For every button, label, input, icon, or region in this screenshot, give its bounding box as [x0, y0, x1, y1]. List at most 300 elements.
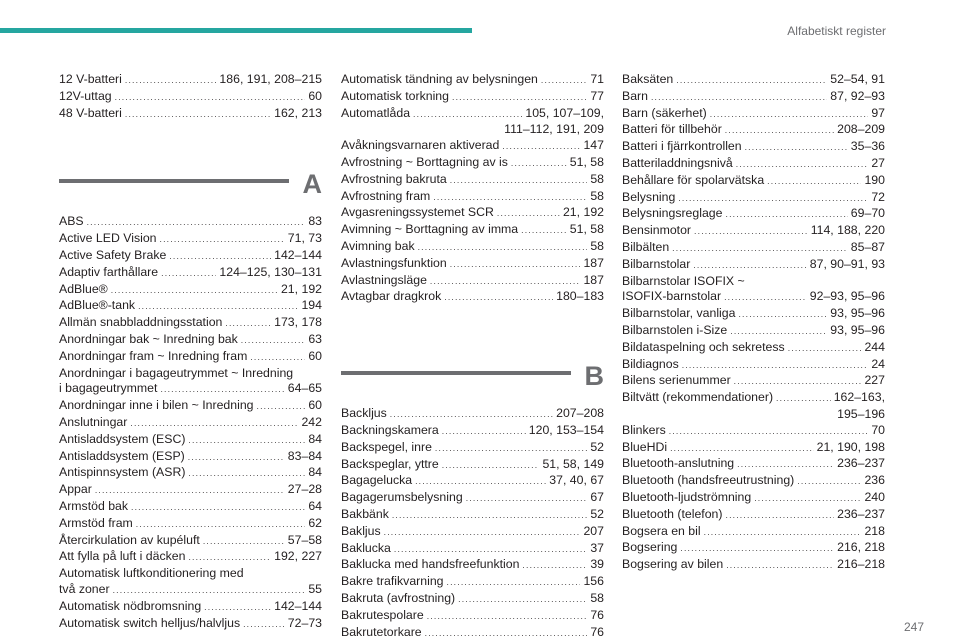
entry-label: Avåkningsvarnaren aktiverad — [341, 138, 500, 153]
entry-pages: 57–58 — [287, 532, 322, 547]
entry-pages: 236–237 — [837, 456, 885, 471]
dot-leader — [754, 490, 861, 507]
index-entry — [341, 72, 604, 89]
entry-label: Batteri för tillbehör — [622, 122, 722, 137]
dot-leader — [541, 72, 587, 89]
entry-label: Bogsering — [622, 540, 678, 555]
entry-pages: 120, 153–154 — [528, 422, 604, 437]
entry-pages: 58 — [590, 590, 604, 605]
index-entry — [622, 540, 885, 557]
index-entry — [341, 557, 604, 574]
entry-label: Baksäten — [622, 72, 674, 86]
entry-pages: 85–87 — [850, 239, 885, 254]
dot-leader — [433, 189, 587, 206]
entry-label: Bluetooth (handsfreeutrustning) — [622, 473, 795, 488]
entry-pages: 208–209 — [837, 122, 885, 137]
dot-leader — [704, 524, 862, 541]
dot-leader — [672, 240, 848, 257]
entry-label: Active Safety Brake — [59, 247, 167, 262]
entry-pages: 51, 58 — [569, 222, 604, 237]
entry-pages: 39 — [590, 557, 604, 572]
entry-label: Allmän snabbladdningsstation — [59, 315, 223, 330]
entry-pages: 114, 188, 220 — [810, 223, 885, 238]
entry-pages: 24 — [871, 356, 885, 371]
entry-pages: 93, 95–96 — [830, 322, 885, 337]
index-entry — [622, 156, 885, 173]
index-entry — [622, 72, 885, 89]
dot-leader — [776, 390, 831, 407]
entry-label: Anordningar bak ~ Inredning bak — [59, 331, 238, 346]
entry-pages: 76 — [590, 607, 604, 622]
dot-leader — [725, 122, 834, 139]
entries-b-continued — [622, 72, 885, 574]
entry-pages: 147 — [583, 138, 604, 153]
header-accent-bar — [0, 28, 472, 33]
index-entry — [622, 240, 885, 257]
entry-pages: 63 — [308, 331, 322, 346]
index-entry — [341, 155, 604, 172]
entry-pages: 162, 213 — [274, 105, 322, 120]
dot-leader — [413, 106, 522, 123]
entry-label: Bagagelucka — [341, 473, 413, 488]
index-entry — [622, 456, 885, 473]
dot-leader — [737, 456, 834, 473]
entry-pages: 64 — [308, 498, 322, 513]
index-entry-line: Bilbarnstolar ISOFIX ~ — [622, 273, 745, 288]
dot-leader — [392, 507, 587, 524]
entry-label: Armstöd bak — [59, 498, 129, 513]
entry-label: Bakrutespolare — [341, 607, 424, 622]
section-rule — [341, 371, 571, 375]
index-entry — [59, 106, 322, 123]
entry-pages: 240 — [864, 489, 885, 504]
entry-label: Barn (säkerhet) — [622, 105, 707, 120]
entry-label: Baklucka med handsfreefunktion — [341, 557, 520, 572]
index-entry — [59, 298, 322, 315]
entry-pages: 58 — [590, 238, 604, 253]
entry-label: Anslutningar — [59, 414, 128, 429]
index-entry — [59, 349, 322, 366]
page-number: 247 — [903, 620, 924, 634]
entries-a — [59, 214, 322, 632]
entry-label: Belysningsreglage — [622, 206, 723, 221]
index-entry — [341, 574, 604, 591]
dot-leader — [160, 381, 284, 398]
index-entry — [341, 138, 604, 155]
dot-leader — [394, 541, 587, 558]
index-entry — [59, 381, 322, 398]
dot-leader — [497, 205, 560, 222]
dot-leader — [670, 440, 814, 457]
entry-pages: 244 — [864, 339, 885, 354]
entry-label: Bilbarnstolar — [622, 256, 691, 271]
entry-label: Behållare för spolarvätska — [622, 172, 765, 187]
dot-leader — [458, 591, 587, 608]
index-entry — [59, 315, 322, 332]
section-letter: B — [584, 361, 604, 392]
entry-label: Avimning bak — [341, 238, 415, 253]
index-entry — [622, 223, 885, 240]
dot-leader — [384, 524, 581, 541]
index-entry — [59, 616, 322, 633]
entry-pages: 76 — [590, 624, 604, 639]
dot-leader — [511, 155, 567, 172]
entry-label: Bilens serienummer — [622, 373, 731, 388]
dot-leader — [203, 533, 285, 550]
entry-pages: 162–163, — [833, 390, 885, 405]
dot-leader — [444, 289, 553, 306]
index-entry — [59, 482, 322, 499]
entry-pages: 216, 218 — [837, 540, 885, 555]
index-entry — [622, 440, 885, 457]
index-entry — [622, 390, 885, 407]
dot-leader — [130, 415, 298, 432]
entry-pages: 216–218 — [837, 557, 885, 572]
dot-leader — [730, 323, 827, 340]
entry-label: i bagageutrymmet — [59, 381, 158, 396]
entry-label: AdBlue® — [59, 281, 108, 296]
dot-leader — [450, 172, 588, 189]
entry-pages: 97 — [871, 105, 885, 120]
index-entry — [622, 122, 885, 139]
index-entry — [341, 490, 604, 507]
dot-leader — [682, 357, 869, 374]
entry-pages: 69–70 — [850, 206, 885, 221]
entry-label: Bakljus — [341, 523, 381, 538]
dot-leader — [767, 173, 861, 190]
entry-label: Att fylla på luft i däcken — [59, 549, 186, 564]
entry-pages: 52–54, 91 — [830, 72, 885, 86]
entry-pages: 72–73 — [287, 615, 322, 630]
entry-label: 48 V-batteri — [59, 105, 122, 120]
entries-a-continued — [341, 72, 604, 306]
entries-b — [341, 406, 604, 640]
dot-leader — [250, 349, 305, 366]
entry-pages: 51, 58, 149 — [542, 456, 604, 471]
index-entry — [622, 190, 885, 207]
entry-pages: 60 — [308, 88, 322, 103]
index-entry — [59, 415, 322, 432]
entry-label: två zoner — [59, 581, 110, 596]
entry-label: AdBlue®-tank — [59, 298, 136, 313]
dot-leader — [745, 139, 848, 156]
entry-label: Återcirkulation av kupéluft — [59, 532, 200, 547]
entry-label: Backspegel, inre — [341, 439, 432, 454]
dot-leader — [425, 625, 588, 640]
index-entry — [341, 106, 604, 123]
entry-label: Bogsera en bil — [622, 523, 701, 538]
dot-leader — [680, 540, 834, 557]
entry-label: Avfrostning fram — [341, 188, 431, 203]
dot-leader — [113, 582, 306, 599]
index-entry — [622, 206, 885, 223]
entry-pages: 21, 192 — [562, 205, 604, 220]
entry-label: Bakrutetorkare — [341, 624, 422, 639]
index-entry — [341, 406, 604, 423]
entry-label: Automatisk switch helljus/halvljus — [59, 615, 241, 630]
entry-label: ISOFIX-barnstolar — [622, 289, 722, 304]
entry-pages: 60 — [308, 348, 322, 363]
index-entry — [59, 599, 322, 616]
index-entry — [341, 239, 604, 256]
entry-pages-continued: 111–112, 191, 209 — [504, 122, 604, 137]
entry-label: Bildataspelning och sekretess — [622, 339, 785, 354]
index-entry — [341, 591, 604, 608]
entry-label: Baklucka — [341, 540, 391, 555]
dot-leader — [442, 457, 540, 474]
index-entry — [622, 507, 885, 524]
entry-pages: 87, 90–91, 93 — [809, 256, 885, 271]
entry-pages-continued: 195–196 — [837, 406, 885, 421]
entry-label: Batteri i fjärrkontrollen — [622, 139, 742, 154]
entry-label: Bilbälten — [622, 239, 670, 254]
entry-label: Blinkers — [622, 422, 666, 437]
entry-label: 12V-uttag — [59, 88, 112, 103]
index-entry — [341, 423, 604, 440]
entry-pages: 187 — [583, 255, 604, 270]
index-entry — [341, 541, 604, 558]
index-entry — [622, 139, 885, 156]
dot-leader — [188, 549, 271, 566]
dot-leader — [450, 256, 581, 273]
index-entry — [341, 457, 604, 474]
entry-pages: 51, 58 — [569, 154, 604, 169]
entry-label: Bogsering av bilen — [622, 557, 724, 572]
entry-label: Avgasreningssystemet SCR — [341, 205, 494, 220]
entry-pages: 186, 191, 208–215 — [219, 72, 322, 86]
entry-label: ABS — [59, 214, 84, 229]
index-entry — [622, 306, 885, 323]
entry-label: Backljus — [341, 406, 387, 421]
dot-leader — [188, 465, 305, 482]
entry-pages: 207 — [583, 523, 604, 538]
entry-label: Bluetooth-anslutning — [622, 456, 735, 471]
entry-pages: 84 — [308, 465, 322, 480]
index-entry — [341, 205, 604, 222]
entry-label: Biltvätt (rekommendationer) — [622, 390, 774, 405]
entry-pages: 71, 73 — [287, 231, 322, 246]
entry-label: Avfrostning ~ Borttagning av is — [341, 154, 508, 169]
entry-label: Appar — [59, 482, 92, 497]
entry-pages: 124–125, 130–131 — [219, 264, 322, 279]
index-entry — [341, 189, 604, 206]
dot-leader — [241, 332, 306, 349]
dot-leader — [502, 138, 580, 155]
entry-pages: 92–93, 95–96 — [809, 289, 885, 304]
entry-label: Bensinmotor — [622, 223, 692, 238]
dot-leader — [442, 423, 526, 440]
dot-leader — [522, 557, 587, 574]
dot-leader — [188, 432, 305, 449]
index-entry — [622, 289, 885, 306]
entry-label: Anordningar inne i bilen ~ Inredning — [59, 398, 254, 413]
entry-label: Bilbarnstolar, vanliga — [622, 306, 736, 321]
entry-pages: 194 — [301, 298, 322, 313]
entry-pages: 52 — [590, 506, 604, 521]
index-entry — [59, 214, 322, 231]
entry-pages: 142–144 — [274, 598, 322, 613]
dot-leader — [724, 289, 807, 306]
section-rule — [59, 179, 289, 183]
dot-leader — [188, 449, 285, 466]
entry-pages: 84 — [308, 431, 322, 446]
entry-label: Bluetooth-ljudströmning — [622, 489, 752, 504]
index-entry — [59, 516, 322, 533]
index-entry — [341, 289, 604, 306]
entry-label: Adaptiv farthållare — [59, 264, 159, 279]
entry-pages: 62 — [308, 515, 322, 530]
dot-leader — [694, 223, 808, 240]
dot-leader — [243, 616, 285, 633]
dot-leader — [225, 315, 271, 332]
dot-leader — [430, 273, 581, 290]
entry-label: Backningskamera — [341, 422, 439, 437]
entry-pages: 190 — [864, 172, 885, 187]
index-entry — [341, 524, 604, 541]
dot-leader — [788, 340, 862, 357]
entry-label: Automatlåda — [341, 105, 411, 120]
entry-pages: 21, 190, 198 — [816, 439, 885, 454]
index-column-1 — [59, 72, 322, 632]
index-entry — [622, 524, 885, 541]
dot-leader — [136, 516, 306, 533]
entry-pages: 83 — [308, 214, 322, 229]
dot-leader — [427, 608, 588, 625]
entry-label: Bakruta (avfrostning) — [341, 590, 456, 605]
index-entry — [341, 256, 604, 273]
index-entry — [341, 473, 604, 490]
entry-label: Bagagerumsbelysning — [341, 490, 463, 505]
entry-pages: 21, 192 — [280, 281, 322, 296]
entry-pages: 55 — [308, 581, 322, 596]
entry-label: Batteriladdningsnivå — [622, 155, 733, 170]
index-entry — [59, 499, 322, 516]
section-header-a — [59, 144, 322, 202]
index-entry — [341, 440, 604, 457]
index-entry — [622, 340, 885, 357]
entry-label: Avlastningsläge — [341, 272, 427, 287]
entry-pages: 35–36 — [850, 139, 885, 154]
index-entry — [341, 273, 604, 290]
index-entry — [341, 507, 604, 524]
entry-pages: 77 — [590, 88, 604, 103]
dot-leader — [734, 373, 862, 390]
entry-label: Avlastningsfunktion — [341, 255, 447, 270]
entry-pages: 142–144 — [274, 247, 322, 262]
dot-leader — [676, 72, 827, 89]
index-entry — [59, 89, 322, 106]
entry-pages: 67 — [590, 490, 604, 505]
entry-label: Antisladdsystem (ESC) — [59, 431, 186, 446]
index-entry — [59, 432, 322, 449]
dot-leader — [710, 106, 869, 123]
index-entry — [59, 465, 322, 482]
entry-pages: 71 — [590, 72, 604, 86]
dot-leader — [447, 574, 581, 591]
index-entry-line: Automatisk luftkonditionering med — [59, 566, 244, 581]
entry-pages: 187 — [583, 272, 604, 287]
dot-leader — [169, 248, 271, 265]
index-entry — [622, 257, 885, 274]
dot-leader — [726, 206, 848, 223]
entry-pages: 58 — [590, 171, 604, 186]
dot-leader — [160, 231, 285, 248]
dot-leader — [111, 282, 278, 299]
index-entry — [59, 72, 322, 89]
entry-pages: 156 — [583, 574, 604, 589]
entry-label: Bilbarnstolen i-Size — [622, 322, 728, 337]
entry-pages: 227 — [864, 373, 885, 388]
dot-leader — [651, 89, 827, 106]
entry-pages: 83–84 — [287, 448, 322, 463]
entry-pages: 58 — [590, 188, 604, 203]
entry-label: Bakre trafikvarning — [341, 574, 444, 589]
entry-pages: 93, 95–96 — [830, 306, 885, 321]
index-entry — [59, 248, 322, 265]
entry-pages: 72 — [871, 189, 885, 204]
index-entry — [341, 222, 604, 239]
index-entry — [59, 533, 322, 550]
entry-pages: 236–237 — [837, 506, 885, 521]
index-entry — [59, 449, 322, 466]
index-entry — [622, 490, 885, 507]
entry-pages: 192, 227 — [274, 549, 322, 564]
dot-leader — [125, 106, 271, 123]
dot-leader — [415, 473, 546, 490]
entry-pages: 87, 92–93 — [830, 88, 885, 103]
entry-pages: 60 — [308, 398, 322, 413]
entry-pages: 105, 107–109, — [525, 105, 604, 120]
dot-leader — [452, 89, 587, 106]
dot-leader — [390, 406, 553, 423]
entry-label: 12 V-batteri — [59, 72, 122, 86]
entry-label: Automatisk tändning av belysningen — [341, 72, 538, 86]
index-entry — [341, 89, 604, 106]
index-entry — [59, 282, 322, 299]
entry-pages: 27 — [871, 155, 885, 170]
entry-label: Automatisk torkning — [341, 88, 449, 103]
dot-leader — [521, 222, 567, 239]
entry-label: Backspeglar, yttre — [341, 456, 439, 471]
section-header-b — [341, 336, 604, 394]
entry-pages: 64–65 — [287, 381, 322, 396]
entry-pages: 173, 178 — [274, 315, 322, 330]
dot-leader — [125, 72, 217, 89]
index-entry — [59, 231, 322, 248]
dot-leader — [95, 482, 285, 499]
dot-leader — [257, 398, 306, 415]
index-entry — [59, 332, 322, 349]
entry-pages: 70 — [871, 422, 885, 437]
entry-pages: 207–208 — [556, 406, 604, 421]
entry-label: Automatisk nödbromsning — [59, 598, 202, 613]
dot-leader — [418, 239, 588, 256]
dot-leader — [797, 473, 861, 490]
index-entry — [622, 473, 885, 490]
entry-label: Avimning ~ Borttagning av imma — [341, 222, 519, 237]
dot-leader — [669, 423, 869, 440]
entry-pages: 37, 40, 67 — [549, 473, 604, 488]
entry-label: Avfrostning bakruta — [341, 171, 447, 186]
entry-pages: 180–183 — [556, 289, 604, 304]
entry-label: Antispinnsystem (ASR) — [59, 465, 186, 480]
dot-leader — [678, 190, 868, 207]
entry-label: Barn — [622, 88, 648, 103]
dot-leader — [138, 298, 298, 315]
dot-leader — [466, 490, 588, 507]
entry-label: Bluetooth (telefon) — [622, 506, 723, 521]
index-entry — [622, 373, 885, 390]
